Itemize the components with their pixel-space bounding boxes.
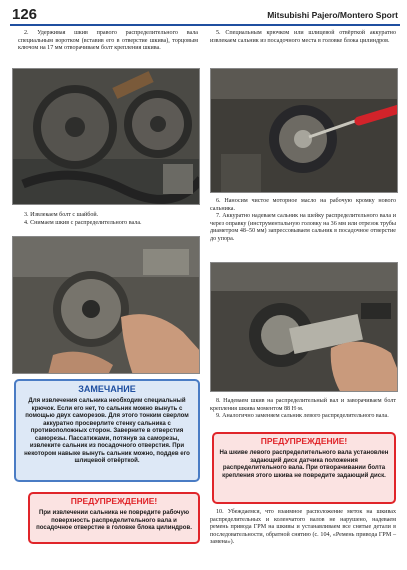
step-7: 7. Аккуратно надеваем сальник на шейку распределительного вала и через оправку (инструментальную головку на 36 мм или отрезок трубы диаметром 48–50 мм) запрессовываем сальник в посадочное отверстие до упора. (210, 213, 396, 242)
steps-8-9-text (210, 398, 396, 421)
step-5: 5. Специальным крючком или шлицевой отвёрткой аккуратно извлекаем сальник из посадочного места в головке блока цилиндров. (210, 30, 396, 44)
step-8: 8. Надеваем шкив на распределительный вал и заворачиваем болт крепления шкива моментом 88 Н·м. (210, 398, 396, 412)
note-title: ЗАМЕЧАНИЕ (78, 384, 136, 394)
step-6: 6. Наносим чистое моторное масло на рабочую кромку нового сальника. (210, 198, 396, 212)
warning-left-text: При извлечении сальника не повредите рабочую поверхность распределительного вала и посадочное отверстие в головке блока цилиндров. (36, 509, 192, 531)
photo-seal-installation (210, 262, 398, 392)
step-3: 3. Извлекаем болт с шайбой. (24, 212, 99, 218)
book-title: Mitsubishi Pajero/Montero Sport (267, 10, 398, 20)
photo-seal-removal (210, 68, 398, 193)
step-5-text (210, 30, 396, 45)
steps-3-4-text (18, 212, 198, 227)
step-9: 9. Аналогично заменяем сальник левого распределительного вала. (216, 413, 389, 420)
page-header (10, 6, 400, 26)
steps-6-7-text (210, 198, 396, 244)
step-4: 4. Снимаем шкив с распределительного вала. (24, 219, 142, 226)
photo-4-illustration (211, 263, 398, 392)
step-2-text (18, 30, 198, 53)
note-text: Для извлечения сальника необходим специальный крючок. Если его нет, то сальник можно вынуть с помощью двух саморезов. Для этого тонким сверлом аккуратно просверлите стенку сальника с противоположных сторон. Заверните в отверстия саморезы. Пассатижами, потянув за саморезы, извлеките сальник из посадочного отверстия. При некотором навыке вынуть сальник можно, поддев его шлицевой отвёрткой. (24, 397, 190, 464)
photo-pulley-removed (12, 236, 200, 374)
warning-left-title: ПРЕДУПРЕЖДЕНИЕ! (70, 496, 158, 506)
photo-3-illustration (211, 69, 398, 193)
photo-camshaft-pulley-removal (12, 68, 200, 205)
step-2: 2. Удерживая шкив правого распределительного вала специальным воротком (вставив его в отверстие шкива), торцовым ключом на 17 мм отворачиваем болт крепления шкива. (18, 30, 198, 52)
warning-right-title: ПРЕДУПРЕЖДЕНИЕ! (260, 436, 348, 446)
step-10-text (210, 509, 396, 547)
step-10: 10. Убеждаемся, что взаимное расположение меток на шкивах распределительных и коленчатого валов не нарушено, надеваем ремень привода ГРМ на шкивы и устанавливаем все снятые детали в последовательности, обратной снятию (с. 104, «Ремень привода ГРМ – замена»). (210, 509, 396, 546)
header-rule (10, 24, 400, 26)
warning-right-text: На шкиве левого распределительного вала установлен задающий диск датчика положения распределительного вала. При отворачивании болта крепления этого шкива не повредите задающий диск. (219, 449, 389, 479)
warning-box-left (28, 492, 200, 544)
photo-2-illustration (13, 237, 200, 374)
page-number: 126 (12, 6, 38, 23)
note-box (14, 379, 200, 482)
warning-box-right (212, 432, 396, 504)
photo-1-illustration (13, 69, 200, 205)
